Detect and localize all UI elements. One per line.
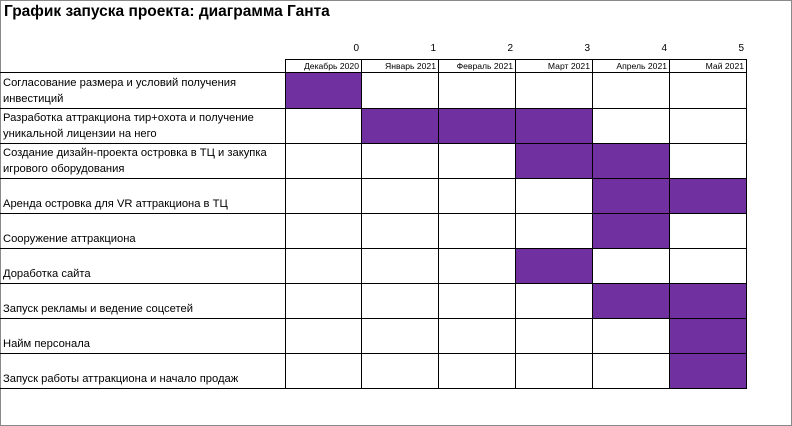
gantt-bar <box>669 318 746 353</box>
grid-line-vertical <box>746 59 747 389</box>
gantt-bar <box>592 283 669 318</box>
grid-line-horizontal <box>0 178 747 179</box>
x-number-label: 3 <box>584 43 590 54</box>
month-header-label: Декабрь 2020 <box>303 61 359 71</box>
grid-line-horizontal <box>0 72 747 73</box>
grid-line-vertical <box>515 59 516 389</box>
task-label: Согласование размера и условий получения инвестиций <box>3 77 237 105</box>
grid-line-vertical <box>669 59 670 389</box>
x-number-label: 0 <box>353 43 359 54</box>
month-header-label: Май 2021 <box>705 61 744 71</box>
gantt-bar <box>438 108 515 143</box>
gantt-bar <box>361 108 438 143</box>
task-label: Найм персонала <box>3 337 90 350</box>
task-label: Аренда островка для VR аттракциона в ТЦ <box>3 197 228 210</box>
grid-line-horizontal <box>0 283 747 284</box>
gantt-bar <box>669 283 746 318</box>
task-label: Запуск работы аттракциона и начало продаж <box>3 372 239 385</box>
x-number-label: 1 <box>430 43 436 54</box>
gantt-bar <box>592 143 669 178</box>
grid-line-horizontal <box>0 388 747 389</box>
task-label: Запуск рекламы и ведение соцсетей <box>3 302 193 315</box>
month-header-label: Март 2021 <box>547 61 590 71</box>
gantt-bar <box>592 178 669 213</box>
grid-line-vertical <box>438 59 439 389</box>
grid-line-vertical <box>361 59 362 389</box>
task-label: Доработка сайта <box>3 267 91 280</box>
gantt-bar <box>515 248 592 283</box>
grid-line-vertical <box>592 59 593 389</box>
month-header-label: Апрель 2021 <box>616 61 667 71</box>
month-header-label: Январь 2021 <box>385 61 436 71</box>
gantt-bar <box>592 213 669 248</box>
grid-line-horizontal <box>0 353 747 354</box>
grid-line-horizontal <box>0 143 747 144</box>
task-label: Разработка аттракциона тир+охота и получение уникальной лицензии на него <box>3 112 254 140</box>
month-header-label: Февраль 2021 <box>456 61 513 71</box>
gantt-bar <box>515 143 592 178</box>
gantt-bar <box>669 178 746 213</box>
task-label: Создание дизайн-проекта островка в ТЦ и закупка игрового оборудования <box>3 147 267 175</box>
grid-line-vertical <box>285 59 286 389</box>
x-number-label: 2 <box>507 43 513 54</box>
x-number-label: 5 <box>738 43 744 54</box>
grid-line-horizontal <box>0 318 747 319</box>
gantt-bar <box>515 108 592 143</box>
grid-line-horizontal <box>0 248 747 249</box>
task-label: Сооружение аттракциона <box>3 232 136 245</box>
grid-line-horizontal <box>0 213 747 214</box>
grid-line-horizontal <box>0 108 747 109</box>
x-number-label: 4 <box>661 43 667 54</box>
gantt-bar <box>285 72 361 108</box>
grid-line-horizontal <box>285 59 747 60</box>
gantt-bar <box>669 353 746 388</box>
chart-title: График запуска проекта: диаграмма Ганта <box>4 3 330 20</box>
